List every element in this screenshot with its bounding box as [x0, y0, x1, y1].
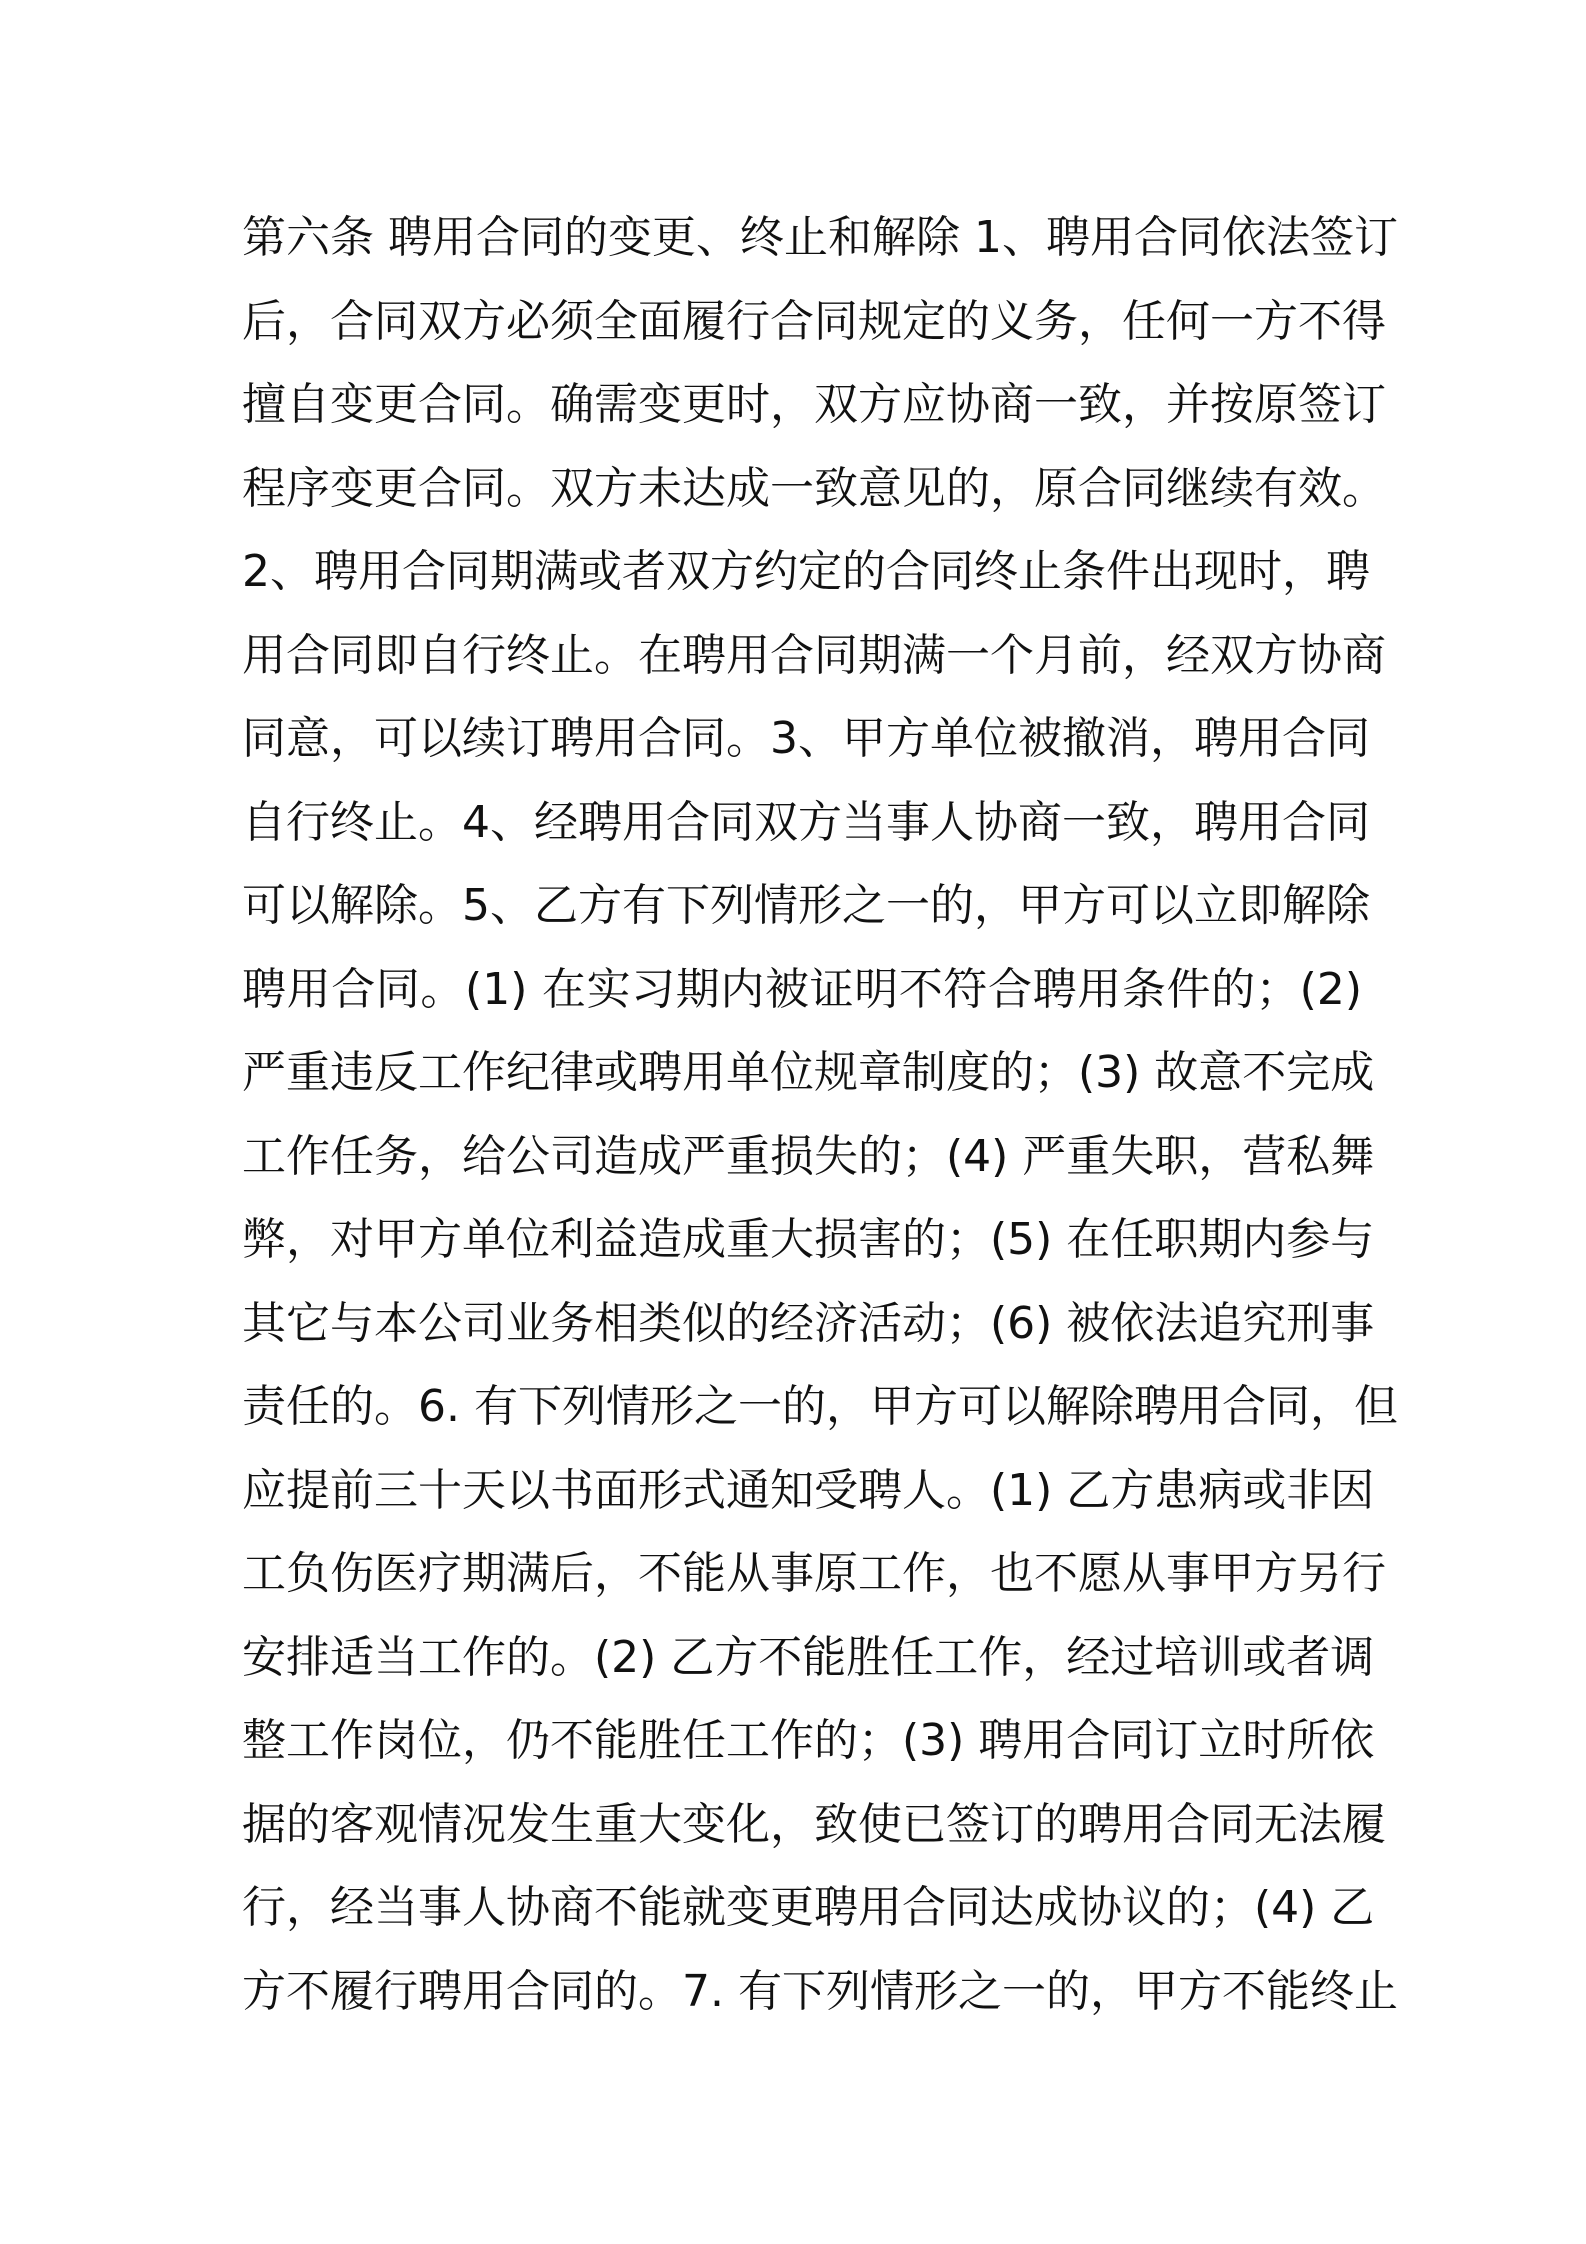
text-line: 擅自变更合同。确需变更时，双方应协商一致，并按原签订	[242, 379, 1386, 430]
text-line: 2、聘用合同期满或者双方约定的合同终止条件出现时，聘	[242, 546, 1370, 597]
text-line: 工负伤医疗期满后，不能从事原工作，也不愿从事甲方另行	[242, 1548, 1386, 1599]
text-line: 责任的。6. 有下列情形之一的，甲方可以解除聘用合同，但	[242, 1381, 1398, 1432]
text-line: 工作任务，给公司造成严重损失的；(4) 严重失职，营私舞	[242, 1130, 1375, 1182]
text-line: 聘用合同。(1) 在实习期内被证明不符合聘用条件的；(2)	[242, 963, 1362, 1015]
text-line: 严重违反工作纪律或聘用单位规章制度的；(3) 故意不完成	[242, 1047, 1375, 1098]
text-line: 程序变更合同。双方未达成一致意见的，原合同继续有效。	[242, 462, 1386, 514]
text-line: 方不履行聘用合同的。7. 有下列情形之一的，甲方不能终止	[242, 1965, 1398, 2017]
text-line: 自行终止。4、经聘用合同双方当事人协商一致，聘用合同	[242, 796, 1370, 848]
text-line: 整工作岗位，仍不能胜任工作的；(3) 聘用合同订立时所依	[242, 1715, 1375, 1766]
text-line: 第六条 聘用合同的变更、终止和解除 1、聘用合同依法签订	[242, 212, 1398, 263]
text-line: 应提前三十天以书面形式通知受聘人。(1) 乙方患病或非因	[242, 1464, 1375, 1516]
contract-body-text	[242, 196, 1398, 2033]
text-line: 行，经当事人协商不能就变更聘用合同达成协议的；(4) 乙	[242, 1882, 1375, 1933]
text-line: 后，合同双方必须全面履行合同规定的义务，任何一方不得	[242, 295, 1386, 347]
text-line: 据的客观情况发生重大变化，致使已签订的聘用合同无法履	[242, 1798, 1386, 1850]
text-line: 弊，对甲方单位利益造成重大损害的；(5) 在任职期内参与	[242, 1214, 1375, 1265]
text-line: 同意，可以续订聘用合同。3、甲方单位被撤消，聘用合同	[242, 713, 1370, 764]
text-line: 安排适当工作的。(2) 乙方不能胜任工作，经过培训或者调	[242, 1631, 1375, 1683]
text-line: 其它与本公司业务相类似的经济活动；(6) 被依法追究刑事	[242, 1297, 1375, 1349]
text-line: 可以解除。5、乙方有下列情形之一的，甲方可以立即解除	[242, 880, 1370, 931]
text-line: 用合同即自行终止。在聘用合同期满一个月前，经双方协商	[242, 629, 1386, 681]
